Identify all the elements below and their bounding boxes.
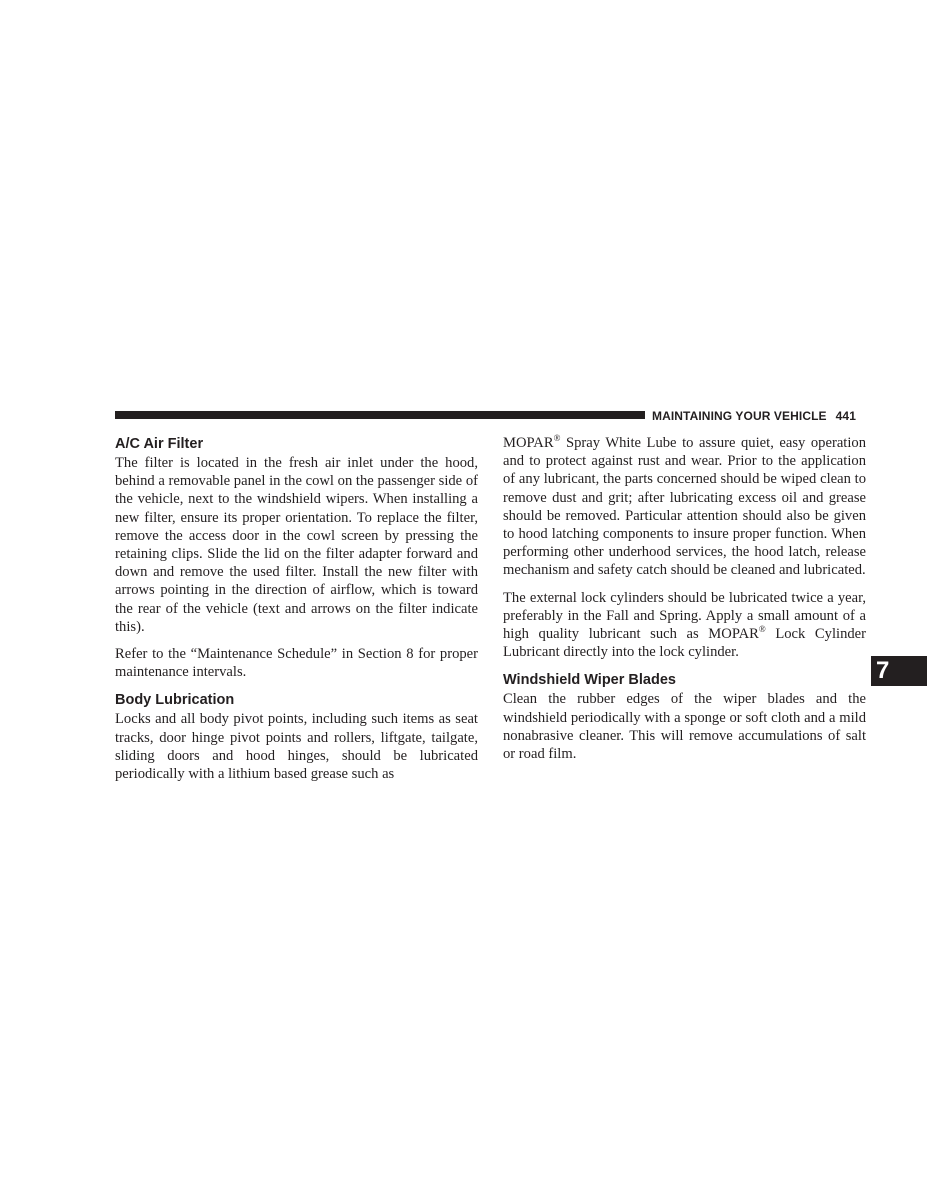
body-lubrication-paragraph-1-continued xyxy=(503,434,866,580)
page-number: 441 xyxy=(835,409,856,423)
mopar-brand: MOPAR xyxy=(503,435,554,451)
registered-mark: ® xyxy=(758,624,766,635)
ac-air-filter-paragraph-1: The filter is located in the fresh air inlet under the hood, behind a removable panel in the cowl on the passenger side of the vehicle, next to the windshield wipers. When installing a new filter, ensure its proper orientation. To replace the filter, remove the access door in the cowl screen by pressing the retaining clips. Slide the lid on the filter adapter forward and down and remove the used filter. Install the new filter with arrows pointing in the direction of airflow, which is toward the rear of the vehicle (text and arrows on the filter indicate this). xyxy=(115,455,478,635)
lock-cylinder-paragraph xyxy=(503,589,866,662)
windshield-wiper-paragraph: Clean the rubber edges of the wiper blades and the windshield periodically with a sponge or soft cloth and a mild nonabrasive cleaner. This will remove accumulations of salt or road film. xyxy=(503,691,866,763)
left-column xyxy=(115,434,478,783)
ac-air-filter-heading: A/C Air Filter xyxy=(115,436,204,452)
chapter-tab: 7 xyxy=(871,656,927,686)
windshield-wiper-blades-heading: Windshield Wiper Blades xyxy=(503,672,676,689)
body-lubrication-paragraph-1: Locks and all body pivot points, including such items as seat tracks, door hinge pivot points and rollers, liftgate, tailgate, sliding doors and hood hinges, should be lubricated periodically with a lithium based grease such as xyxy=(115,711,478,783)
right-column xyxy=(503,434,866,763)
lock-cylinder-text-end: Lock Cylinder Lubricant directly into the lock cylinder. xyxy=(503,626,866,661)
lock-cylinder-text-start: The external lock cylinders should be lubricated twice a year, preferably in the Fall and Spring. Apply a small amount of a high quality lubricant such as MOPAR xyxy=(503,589,866,643)
header-rule xyxy=(115,411,645,419)
section-title: MAINTAINING YOUR VEHICLE xyxy=(652,409,827,423)
lube-paragraph-text: Spray White Lube to assure quiet, easy operation and to protect against rust and wear. Prior to the application of any lubricant, the parts concerned should be wiped clean to remove dust and grit; after lubricating excess oil and grease should be removed. Particular attention should also be given to hood latching components to insure proper function. When performing other underhood services, the hood latch, release mechanism and safety catch should be cleaned and lubricated. xyxy=(503,435,866,579)
registered-mark: ® xyxy=(553,433,561,444)
body-lubrication-heading: Body Lubrication xyxy=(115,692,235,709)
running-header xyxy=(652,408,856,424)
ac-air-filter-paragraph-2: Refer to the “Maintenance Schedule” in Section 8 for proper maintenance intervals. xyxy=(115,646,478,681)
